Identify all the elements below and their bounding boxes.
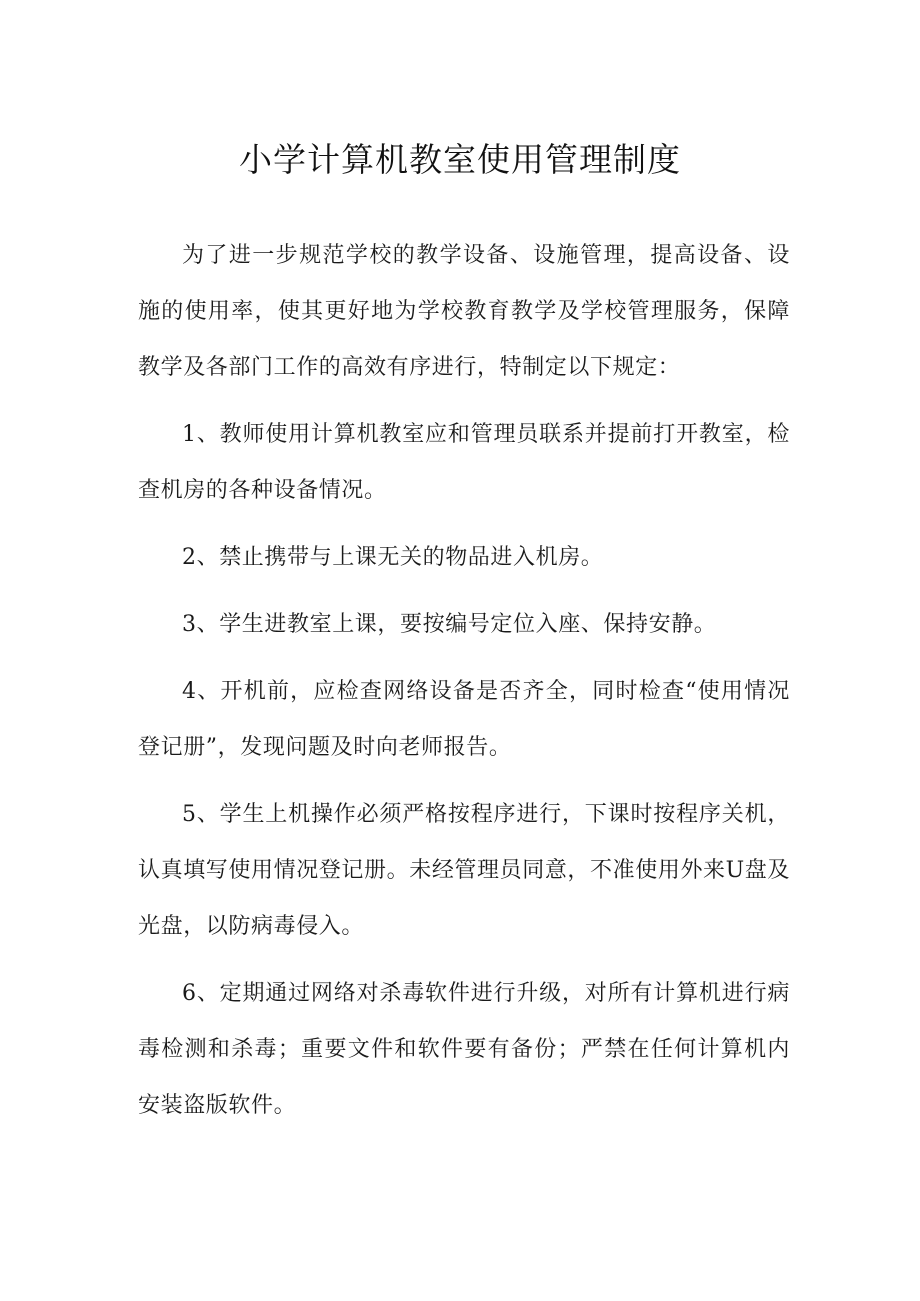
rule-paragraph-1: 1、教师使用计算机教室应和管理员联系并提前打开教室，检查机房的各种设备情况。 [138, 422, 790, 503]
intro-paragraph: 为了进一步规范学校的教学设备、设施管理，提高设备、设施的使用率，使其更好地为学校教育教学及学校管理服务，保障教学及各部门工作的高效有序进行，特制定以下规定： [138, 243, 790, 380]
rule-paragraph-4: 4、开机前，应检查网络设备是否齐全，同时检查“使用情况登记册”，发现问题及时向老师报告。 [138, 679, 790, 760]
rule-paragraph-6: 6、定期通过网络对杀毒软件进行升级，对所有计算机进行病毒检测和杀毒；重要文件和软件要有备份；严禁在任何计算机内安装盗版软件。 [138, 981, 790, 1118]
rule-paragraph-2: 2、禁止携带与上课无关的物品进入机房。 [182, 545, 604, 570]
rule-paragraph-5: 5、学生上机操作必须严格按程序进行，下课时按程序关机，认真填写使用情况登记册。未经管理员同意，不准使用外来U盘及光盘，以防病毒侵入。 [138, 802, 790, 939]
document-title: 小学计算机教室使用管理制度 [239, 140, 681, 179]
document-body [138, 228, 790, 1145]
rule-paragraph-3: 3、学生进教室上课，要按编号定位入座、保持安静。 [182, 612, 717, 637]
